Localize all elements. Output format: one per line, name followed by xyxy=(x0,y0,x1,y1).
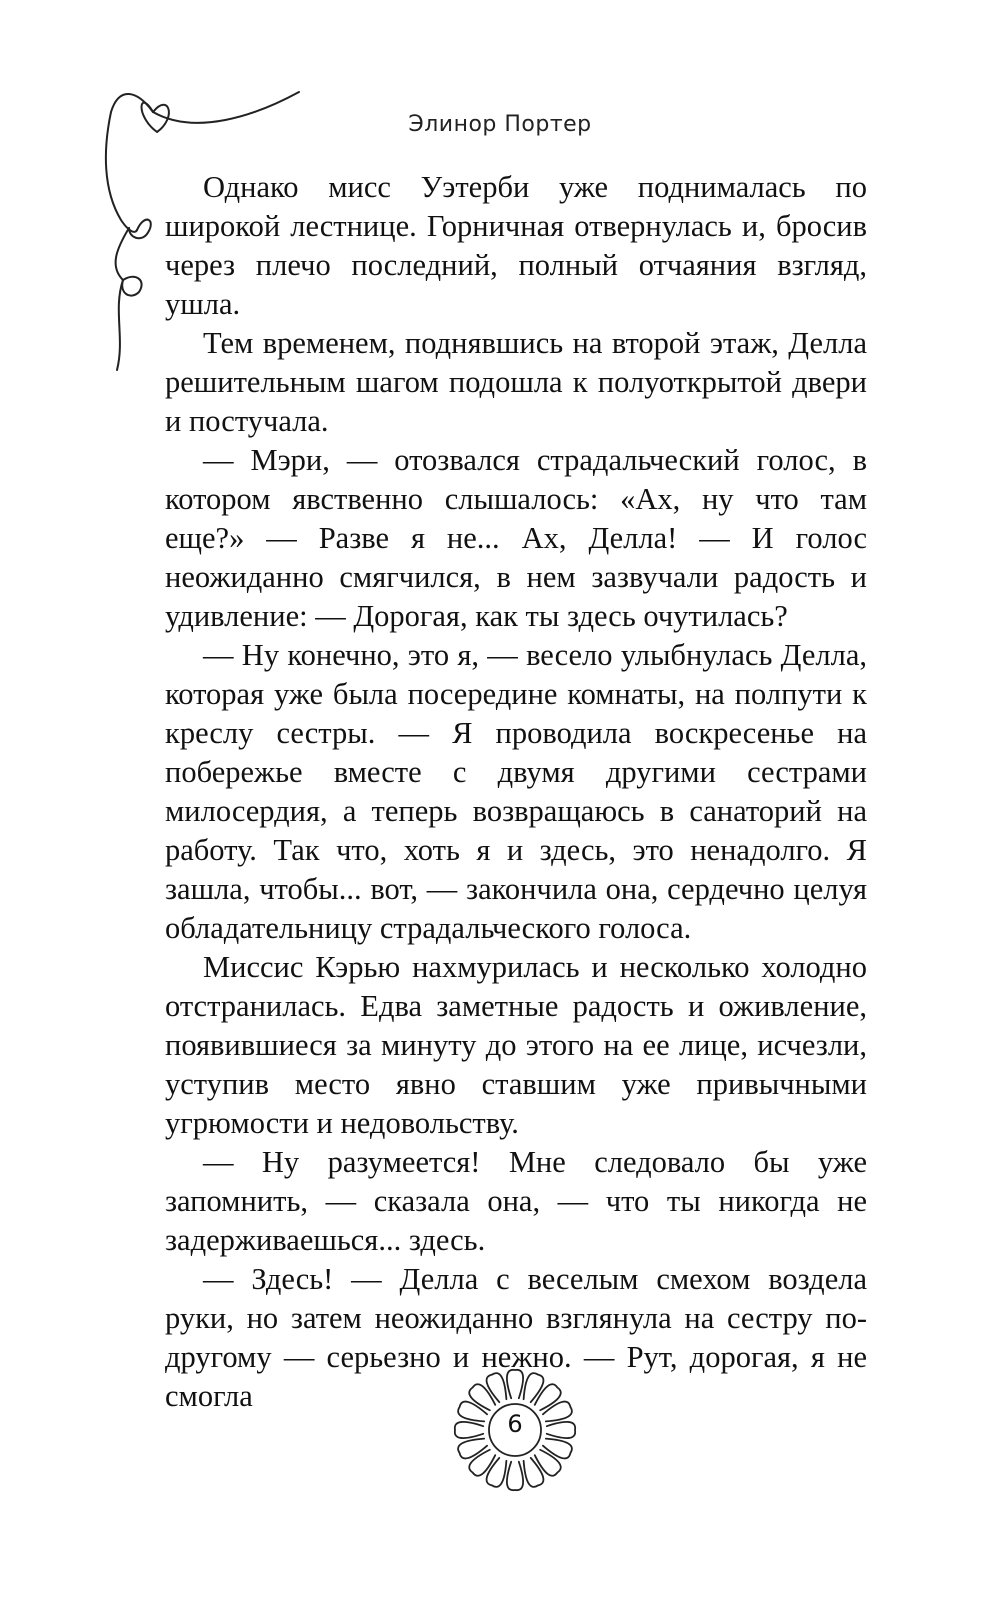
sun-ray xyxy=(458,1439,487,1459)
sun-ray xyxy=(487,1373,507,1402)
sun-ray xyxy=(469,1450,495,1476)
sun-ray xyxy=(535,1450,561,1476)
page-number: 6 xyxy=(507,1410,523,1438)
paragraph: Тем временем, поднявшись на второй этаж, Делла решительным шагом подошла к полуоткрытой двери и постучала. xyxy=(165,326,867,438)
running-header: Элинор Портер xyxy=(408,112,592,137)
sun-ray xyxy=(487,1458,507,1487)
paragraph: — Мэри, — отозвался страдальческий голос, в котором явственно слышалось: «Ах, ну что там еще?» — Разве я не... Ах, Делла! — И голос неожиданно смягчился, в нем зазвучали радость и удивление: — Дорогая, как ты здесь очутилась? xyxy=(165,443,867,633)
sun-ray xyxy=(543,1439,572,1459)
page-body-text xyxy=(165,168,867,1416)
sun-ray xyxy=(507,1370,523,1398)
paragraph: — Ну конечно, это я, — весело улыбнулась Делла, которая уже была посередине комнаты, на полпути к креслу сестры. — Я проводила воскресенье на побережье вместе с двумя другими сестрами милосердия, а теперь возвращаюсь в санаторий на работу. Так что, хоть я и здесь, это ненадолго. Я зашла, чтобы... вот, — закончила она, сердечно целуя обладательницу страдальческого голоса. xyxy=(165,638,867,945)
sun-ray xyxy=(535,1384,561,1410)
paragraph: Однако мисс Уэтерби уже поднималась по широкой лестнице. Горничная отвернулась и, бросив через плечо последний, полный отчаяния взгляд, ушла. xyxy=(165,170,867,321)
sun-ray xyxy=(524,1373,544,1402)
paragraph: — Здесь! — Делла с веселым смехом воздела руки, но затем неожиданно взглянула на сестру по-другому — серьезно и нежно. — Рут, дорогая, я не смогла xyxy=(165,1262,867,1413)
sun-ray xyxy=(469,1384,495,1410)
sun-ray xyxy=(507,1462,523,1490)
paragraph: Миссис Кэрью нахмурилась и несколько холодно отстранилась. Едва заметные радость и оживление, появившиеся за минуту до этого на ее лице, исчезли, уступив место явно ставшим уже привычными угрюмости и недовольству. xyxy=(165,950,867,1140)
sun-ray xyxy=(524,1458,544,1487)
paragraph: — Ну разумеется! Мне следовало бы уже запомнить, — сказала она, — что ты никогда не задерживаешься... здесь. xyxy=(165,1145,867,1257)
